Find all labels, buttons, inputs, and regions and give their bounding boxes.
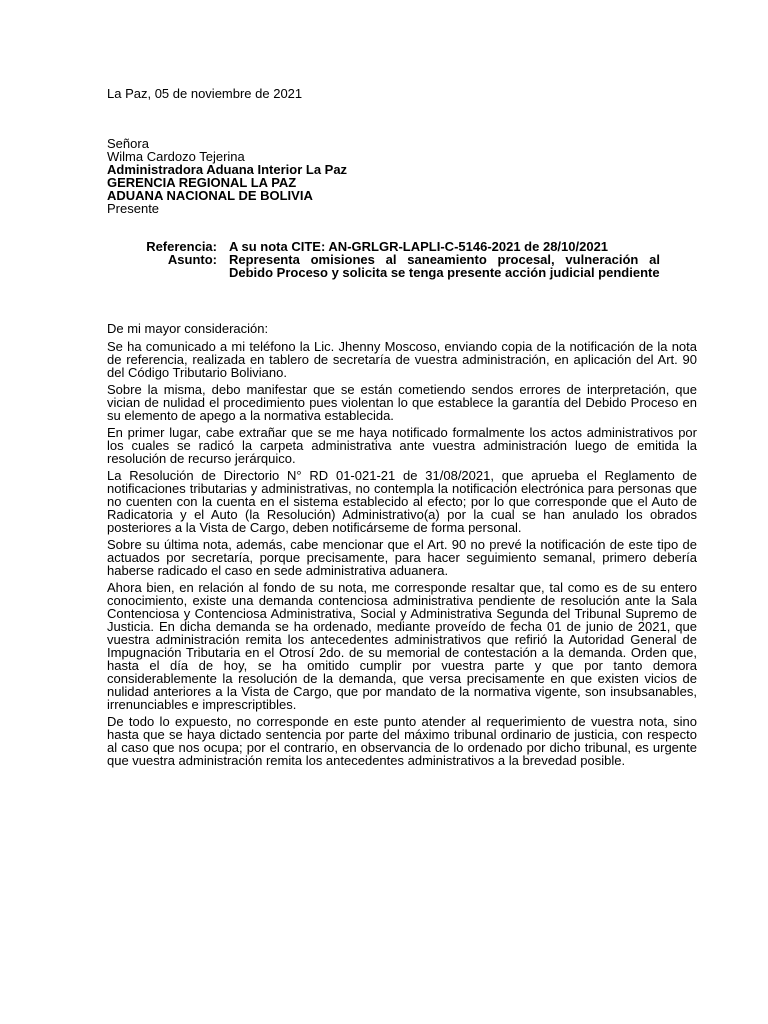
greeting: De mi mayor consideración: bbox=[107, 321, 269, 336]
body-paragraph: Sobre su última nota, además, cabe mencionar que el Art. 90 no prevé la notificación de este tipo de actuados por secretaría, porque precisamente, para hacer seguimiento semanal, primero debería haberse radicado el caso en sede administrativa aduanera. bbox=[107, 537, 697, 578]
body-paragraph: En primer lugar, cabe extrañar que se me haya notificado formalmente los actos administrativos por los cuales se radicó la carpeta administrativa ante vuestra administración luego de emitida la resolución de recurso jerárquico. bbox=[107, 425, 697, 466]
recipient-office: GERENCIA REGIONAL LA PAZ bbox=[107, 175, 297, 190]
recipient-salutation-title: Señora bbox=[107, 136, 149, 151]
subject-text: Representa omisiones al saneamiento procesal, vulneración al Debido Proceso y solicita se tenga presente acción judicial pendiente bbox=[229, 252, 660, 280]
reference-text: A su nota CITE: AN-GRLGR-LAPLI-C-5146-2021 de 28/10/2021 bbox=[229, 239, 609, 254]
body-paragraph: Sobre la misma, debo manifestar que se están cometiendo sendos errores de interpretación, que vician de nulidad el procedimiento pues violentan lo que establece la garantía del Debido Proceso en su elemento de apego a la normativa establecida. bbox=[107, 382, 697, 423]
recipient-presente: Presente bbox=[107, 201, 160, 216]
reference-block bbox=[137, 240, 660, 279]
reference-label: Referencia: bbox=[146, 239, 217, 254]
recipient-position: Administradora Aduana Interior La Paz bbox=[107, 162, 348, 177]
recipient-institution: ADUANA NACIONAL DE BOLIVIA bbox=[107, 188, 313, 203]
subject-row bbox=[137, 253, 660, 279]
body-paragraph: De todo lo expuesto, no corresponde en este punto atender al requerimiento de vuestra nota, sino hasta que se haya dictado sentencia por parte del máximo tribunal ordinario de justicia, con respecto al caso que nos ocupa; por el contrario, en observancia de lo ordenado por dicho tribunal, es urgente que vuestra administración remita los antecedentes administrativos a la brevedad posible. bbox=[107, 714, 697, 768]
letter-body bbox=[107, 340, 697, 771]
letter-date: La Paz, 05 de noviembre de 2021 bbox=[107, 86, 303, 101]
recipient-block bbox=[107, 137, 347, 215]
recipient-name: Wilma Cardozo Tejerina bbox=[107, 149, 245, 164]
body-paragraph: Se ha comunicado a mi teléfono la Lic. Jhenny Moscoso, enviando copia de la notificación de la nota de referencia, realizada en tablero de secretaría de vuestra administración, en aplicación del Art. 90 del Código Tributario Boliviano. bbox=[107, 339, 697, 380]
body-paragraph: La Resolución de Directorio N° RD 01-021-21 de 31/08/2021, que aprueba el Reglamento de notificaciones tributarias y administrativas, no contempla la notificación electrónica para personas que no cuenten con la cuenta en el sistema establecido al efecto; por lo que corresponde que el Auto de Radicatoria y el Auto (la Resolución) Administrativo(a) por la cual se han anulado los obrados posteriores a la Vista de Cargo, deben notificárseme de forma personal. bbox=[107, 468, 697, 535]
subject-label: Asunto: bbox=[167, 252, 217, 267]
body-paragraph: Ahora bien, en relación al fondo de su nota, me corresponde resaltar que, tal como es de su entero conocimiento, existe una demanda contenciosa administrativa pendiente de resolución ante la Sala Contenciosa y Contenciosa Administrativa, Social y Administrativa Segunda del Tribunal Supremo de Justicia. En dicha demanda se ha ordenado, mediante proveído de fecha 01 de junio de 2021, que vuestra administración remita los antecedentes administrativos que refirió la Autoridad General de Impugnación Tributaria en el Otrosí 2do. de su memorial de contestación a la demanda. Orden que, hasta el día de hoy, se ha omitido cumplir por vuestra parte y que por tanto demora considerablemente la resolución de la demanda, que versa precisamente en que existen vicios de nulidad anteriores a la Vista de Cargo, que por mandato de la normativa vigente, son insubsanables, irrenunciables e imprescriptibles. bbox=[107, 580, 697, 712]
